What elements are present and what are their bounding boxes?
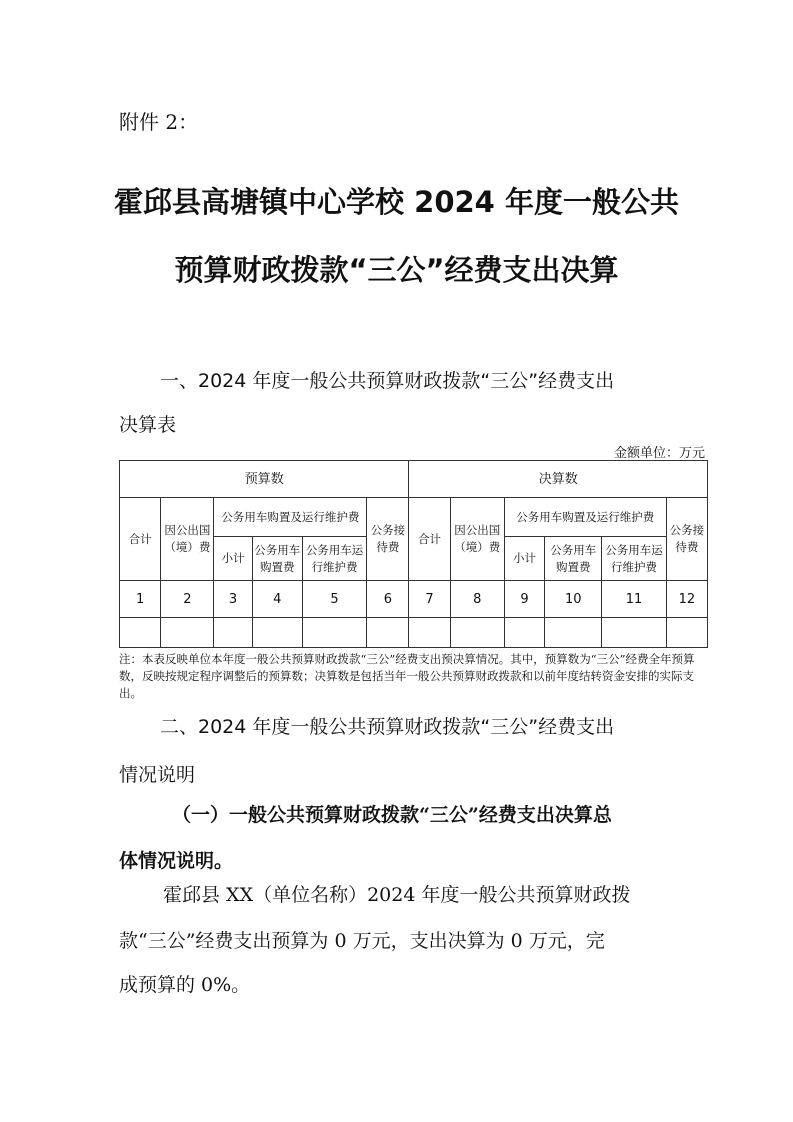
amount-unit-label: 金额单位：万元 <box>613 446 705 461</box>
table-row <box>120 618 708 648</box>
table-cell <box>409 618 450 648</box>
budget-subtotal-header: 小计 <box>214 537 252 581</box>
section-2-heading-cont: 情况说明 <box>119 764 196 786</box>
table-cell <box>602 618 666 648</box>
subsection-1-heading: （一）一般公共预算财政拨款“三公”经费支出决算总 <box>172 804 612 826</box>
final-subtotal-header: 小计 <box>504 537 544 581</box>
table-cell <box>120 618 161 648</box>
column-number: 6 <box>367 581 409 618</box>
budget-header: 预算数 <box>120 461 409 498</box>
column-number: 10 <box>545 581 602 618</box>
section-1-heading-cont: 决算表 <box>119 414 177 436</box>
table-cell <box>450 618 504 648</box>
body-paragraph-line-1: 霍邱县 XX（单位名称）2024 年度一般公共预算财政拨 <box>163 884 631 906</box>
three-public-expenses-table <box>119 460 708 648</box>
table-header-row <box>120 498 708 537</box>
final-vehicle-purchase-header: 公务用车购置费 <box>545 537 602 581</box>
table-note: 注：本表反映单位本年度一般公共预算财政拨款“三公”经费支出预决算情况。其中，预算数为“三公”经费全年预算数，反映按规定程序调整后的预算数；决算数是包括当年一般公共预算财政拨款和以前年度结转资金安排的实际支出。 <box>119 652 695 700</box>
final-header: 决算数 <box>409 461 708 498</box>
body-paragraph-line-3: 成预算的 0%。 <box>119 974 251 996</box>
column-number-row <box>120 581 708 618</box>
table-cell <box>214 618 252 648</box>
subsection-1-heading-cont: 体情况说明。 <box>119 850 234 872</box>
column-number: 9 <box>504 581 544 618</box>
final-vehicle-operation-header: 公务用车运行维护费 <box>602 537 666 581</box>
column-number: 4 <box>252 581 302 618</box>
table-cell <box>504 618 544 648</box>
final-total-header: 合计 <box>409 498 450 581</box>
column-number: 8 <box>450 581 504 618</box>
budget-total-header: 合计 <box>120 498 161 581</box>
table-cell <box>367 618 409 648</box>
table-cell <box>545 618 602 648</box>
table-cell <box>666 618 707 648</box>
column-number: 7 <box>409 581 450 618</box>
section-1-heading: 一、2024 年度一般公共预算财政拨款“三公”经费支出 <box>160 370 615 392</box>
column-number: 11 <box>602 581 666 618</box>
final-abroad-header: 因公出国（境）费 <box>450 498 504 581</box>
budget-abroad-header: 因公出国（境）费 <box>161 498 214 581</box>
attachment-label: 附件 2： <box>119 110 199 134</box>
budget-vehicle-group-header: 公务用车购置及运行维护费 <box>214 498 367 537</box>
final-vehicle-group-header: 公务用车购置及运行维护费 <box>504 498 666 537</box>
table-cell <box>252 618 302 648</box>
column-number: 1 <box>120 581 161 618</box>
column-number: 2 <box>161 581 214 618</box>
table-cell <box>161 618 214 648</box>
budget-reception-header: 公务接待费 <box>367 498 409 581</box>
section-2-heading: 二、2024 年度一般公共预算财政拨款“三公”经费支出 <box>160 716 615 738</box>
table-cell <box>302 618 366 648</box>
page-title-line-1: 霍邱县高塘镇中心学校 2024 年度一般公共 <box>114 185 679 219</box>
page-title-line-2: 预算财政拨款“三公”经费支出决算 <box>174 253 619 287</box>
table-header-row <box>120 461 708 498</box>
body-paragraph-line-2: 款“三公”经费支出预算为 0 万元，支出决算为 0 万元，完 <box>119 930 605 952</box>
budget-vehicle-operation-header: 公务用车运行维护费 <box>302 537 366 581</box>
budget-vehicle-purchase-header: 公务用车购置费 <box>252 537 302 581</box>
column-number: 5 <box>302 581 366 618</box>
final-reception-header: 公务接待费 <box>666 498 707 581</box>
column-number: 12 <box>666 581 707 618</box>
column-number: 3 <box>214 581 252 618</box>
